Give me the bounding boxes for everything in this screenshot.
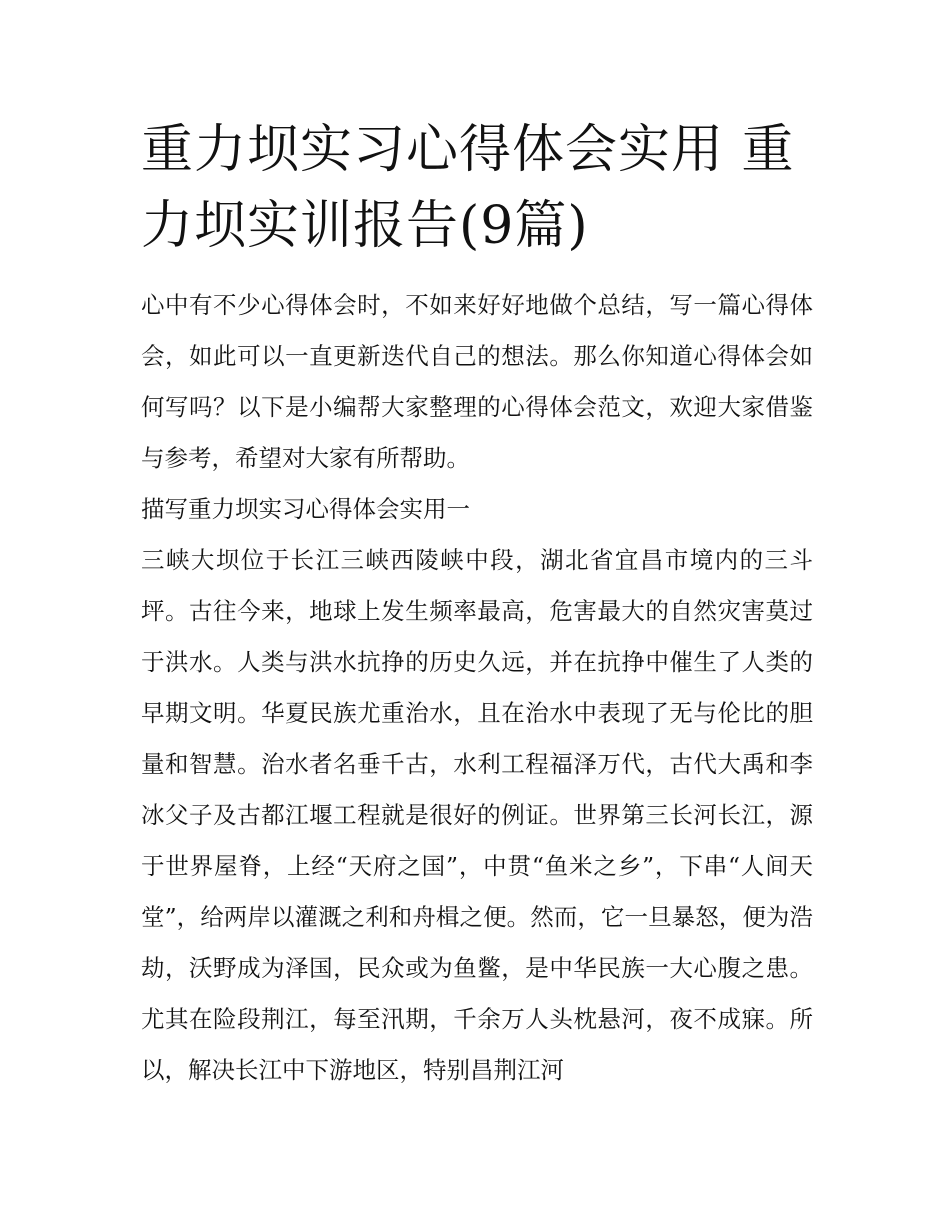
- intro-paragraph: 心中有不少心得体会时，不如来好好地做个总结，写一篇心得体会，如此可以一直更新迭代自己的想法。那么你知道心得体会如何写吗？以下是小编帮大家整理的心得体会范文，欢迎大家借鉴与参考，希望对大家有所帮助。: [141, 291, 813, 472]
- document-body: [141, 280, 813, 1096]
- document-page: [141, 112, 813, 1096]
- body-paragraph: 三峡大坝位于长江三峡西陵峡中段，湖北省宜昌市境内的三斗坪。古往今来，地球上发生频率最高，危害最大的自然灾害莫过于洪水。人类与洪水抗挣的历史久远，并在抗挣中催生了人类的早期文明。华夏民族尤重治水，且在治水中表现了无与伦比的胆量和智慧。治水者名垂千古，水利工程福泽万代，古代大禹和李冰父子及古都江堰工程就是很好的例证。世界第三长河长江，源于世界屋脊，上经“天府之国”，中贯“鱼米之乡”，下串“人间天堂”，给两岸以灌溉之利和舟楫之便。然而，它一旦暴怒，便为浩劫，沃野成为泽国，民众或为鱼鳖，是中华民族一大心腹之患。尤其在险段荆江，每至汛期，千余万人头枕悬河，夜不成寐。所以，解决长江中下游地区，特别昌荆江河: [141, 546, 813, 1084]
- section-heading: 描写重力坝实习心得体会实用一: [141, 495, 470, 523]
- document-title: 重力坝实习心得体会实用 重力坝实训报告(9篇): [141, 120, 795, 256]
